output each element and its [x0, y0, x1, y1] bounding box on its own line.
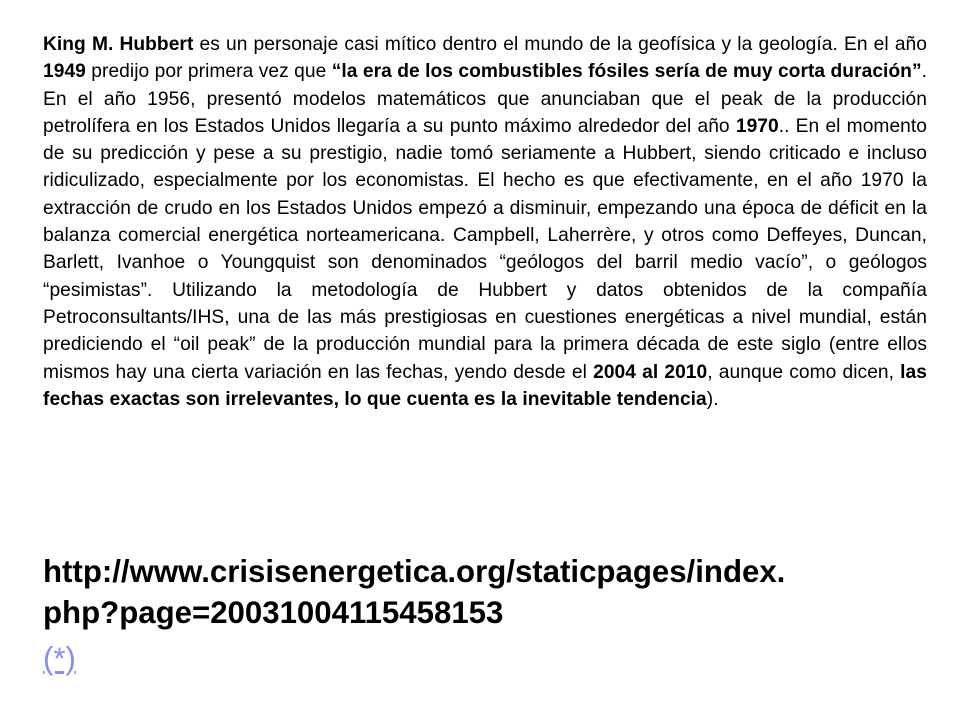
bold-year-1949: 1949: [43, 61, 86, 83]
source-url: [43, 551, 943, 633]
source-url-line-1: http://www.crisisenergetica.org/staticpages/index.: [43, 554, 786, 589]
bold-hubbert-name: King M. Hubbert: [43, 34, 194, 55]
bold-quote-fossil-fuels: “la era de los combustibles fósiles sería de muy corta duración”: [331, 61, 922, 83]
footnote-link[interactable]: (*): [43, 641, 76, 676]
bold-year-1970: 1970: [735, 115, 779, 137]
text-segment: ).: [706, 388, 719, 410]
text-segment: .. En el momento de su predicción y pese a su prestigio, nadie tomó seriamente a Hubbert, siendo criticado e incluso ridiculizado, especialmente por los economistas. El hecho es que efectivamente, en el año 1970 la extracción de crudo en los Estados Unidos empezó a disminuir, empezando una época de déficit en la balanza comercial energética norteamericana. Campbell, Laherrère, y otros como Deffeyes, Duncan, Barlett, Ivanhoe o Youngquist son denominados “geólogos del barril medio vacío”, o geólogos “pesimistas”. Utilizando la metodología de Hubbert y datos obtenidos de la compañía Petroconsultants/IHS, una de las más prestigiosas en cuestiones energéticas a nivel mundial, están prediciendo el “oil peak” de la producción mundial para la primera década de este siglo (entre ellos mismos hay una cierta variación en las fechas, yendo desde el: [43, 115, 928, 383]
text-segment: es un personaje casi mítico dentro el mundo de la geofísica y la geología. En el año: [193, 34, 927, 55]
source-url-line-2: php?page=20031004115458153: [43, 595, 504, 630]
bold-date-range: 2004 al 2010: [593, 361, 708, 383]
text-segment: . En el año 1956, presentó modelos matemáticos que anunciaban que el peak de la producción petrolífera en los Estados Unidos llegaría a su punto máximo alrededor del año: [43, 61, 927, 137]
body-paragraph: [43, 31, 927, 413]
text-segment: , aunque como dicen,: [707, 361, 901, 383]
text-segment: predijo por primera vez que: [85, 61, 332, 83]
bold-conclusion: las fechas exactas son irrelevantes, lo que cuenta es la inevitable tendencia: [43, 361, 927, 410]
